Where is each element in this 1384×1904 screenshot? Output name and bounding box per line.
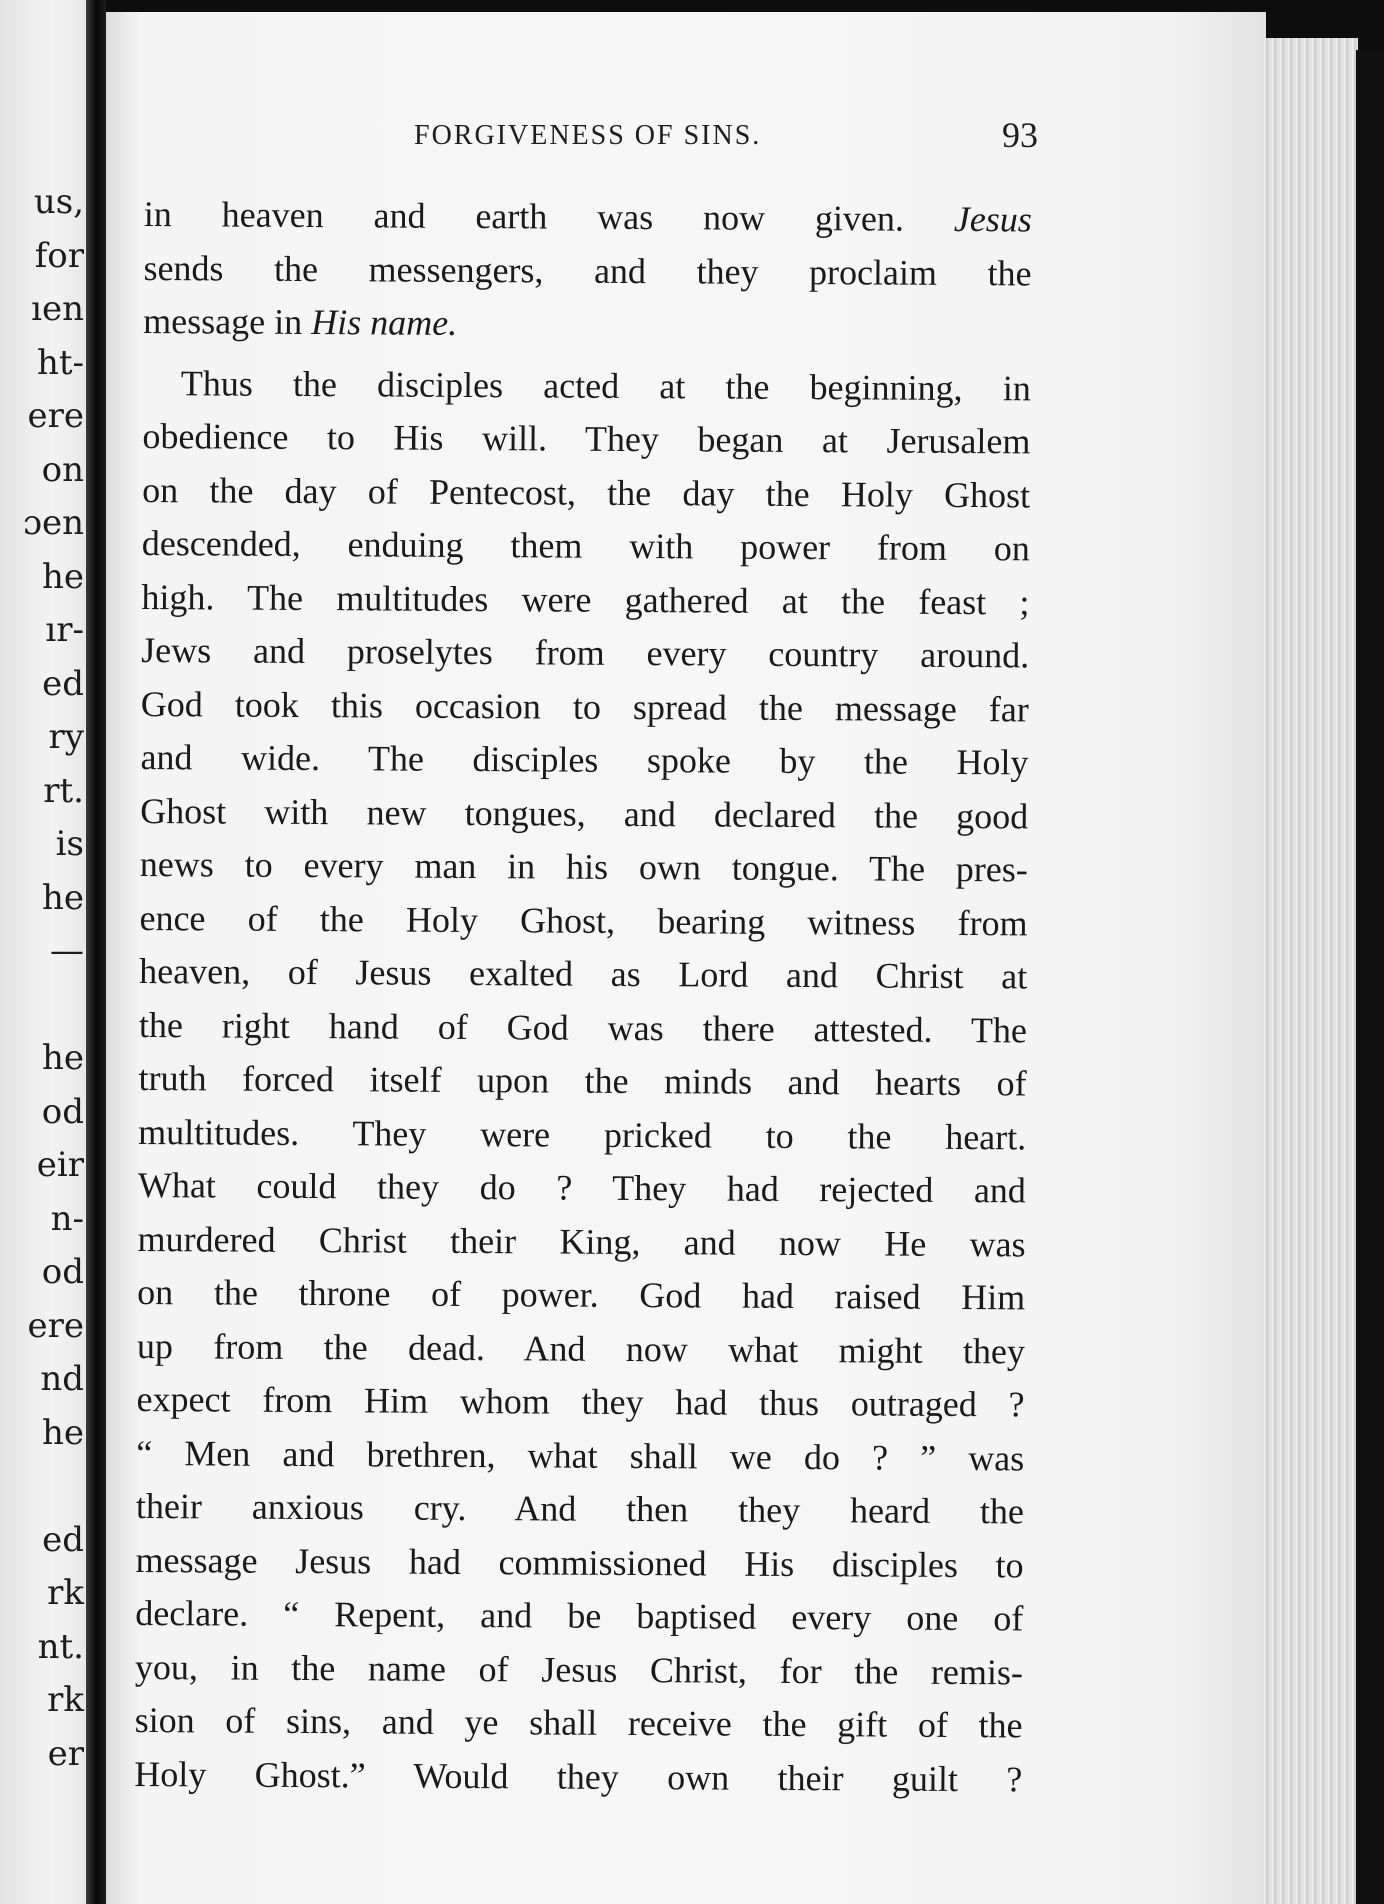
fragment: ere — [27, 396, 84, 436]
fragment: rk — [47, 1680, 84, 1720]
page-header — [106, 115, 1266, 170]
fragment: he — [41, 877, 84, 918]
page-body — [134, 188, 1032, 1806]
fragment: rk — [47, 1573, 84, 1613]
fragment: for — [34, 235, 84, 276]
fragment: ere — [27, 1305, 84, 1346]
text-line: up from the dead. And now what might they — [136, 1325, 1026, 1371]
fragment: nt. — [37, 1626, 84, 1667]
fragment: us, — [33, 182, 84, 222]
text-line: message Jesus had commissioned His disciples to — [135, 1539, 1024, 1585]
fragment: od — [41, 1091, 84, 1132]
text-line: the right hand of God was there attested. The — [138, 1004, 1027, 1050]
fragment: ıen — [31, 289, 84, 329]
fragment: he — [41, 1412, 84, 1453]
text-line: and wide. The disciples spoke by the Holy — [140, 736, 1029, 783]
text-line: news to every man in his own tongue. The pres- — [139, 843, 1028, 890]
text-line: multitudes. They were pricked to the heart. — [138, 1111, 1027, 1157]
text-line: on the throne of power. God had raised Him — [137, 1271, 1026, 1318]
text-line: you, in the name of Jesus Christ, for the remis- — [134, 1646, 1024, 1692]
fragment: he — [41, 556, 84, 597]
book-gutter — [86, 0, 106, 1904]
italic-text: His name. — [311, 302, 458, 343]
fragment: ht- — [36, 342, 84, 383]
paragraph — [143, 188, 1032, 354]
text-line: declare. “ Repent, and be baptised every one of — [135, 1592, 1024, 1639]
text-line: sends the messengers, and they proclaim the — [143, 247, 1032, 293]
previous-page-text-fragments — [0, 176, 84, 1781]
text-line: Thus the disciples acted at the beginning, in — [180, 362, 1031, 408]
fragment: ry — [48, 717, 84, 757]
fragment: ed — [42, 663, 84, 704]
text-line: God took this occasion to spread the message far — [140, 683, 1029, 729]
fragment: is — [55, 824, 84, 864]
fragment: n- — [50, 1198, 84, 1239]
fragment: od — [41, 1252, 84, 1292]
fragment: — — [50, 931, 84, 971]
italic-text: Jesus — [953, 198, 1032, 240]
text-line: on the day of Pentecost, the day the Holy Ghost — [142, 469, 1031, 515]
text-line: murdered Christ their King, and now He was — [137, 1218, 1026, 1264]
text-line: Ghost with new tongues, and declared the good — [140, 790, 1029, 836]
text-line: heaven, of Jesus exalted as Lord and Christ at — [139, 950, 1028, 997]
book-page — [106, 12, 1266, 1904]
page-edges — [1262, 38, 1358, 1904]
text-line: high. The multitudes were gathered at the feast ; — [141, 576, 1030, 622]
paragraph — [134, 356, 1031, 1806]
fragment: ed — [42, 1519, 84, 1560]
text-line: expect from Him whom they had thus outraged ? — [136, 1378, 1025, 1425]
text-line: obedience to His will. They began at Jerusalem — [142, 415, 1031, 462]
fragment — [0, 1460, 84, 1514]
text-line: truth forced itself upon the minds and hearts of — [138, 1057, 1027, 1104]
text-line: “ Men and brethren, what shall we do ? ” was — [136, 1432, 1025, 1478]
text-line: sion of sins, and ye shall receive the gift of the — [134, 1699, 1023, 1746]
running-title: FORGIVENESS OF SINS. — [414, 120, 762, 151]
text-line: Jews and proselytes from every country around. — [141, 629, 1030, 676]
text-line: message in His name. — [143, 300, 458, 343]
fragment: ır- — [45, 610, 84, 650]
fragment: er — [47, 1733, 84, 1774]
text-line: Holy Ghost.” Would they own their guilt ? — [134, 1753, 1023, 1799]
fragment: on — [41, 449, 84, 490]
fragment: rt. — [43, 770, 84, 811]
text-line: ence of the Holy Ghost, bearing witness from — [139, 897, 1028, 943]
fragment: eir — [36, 1145, 84, 1185]
fragment: nd — [40, 1359, 84, 1399]
text-line: What could they do ? They had rejected and — [137, 1164, 1027, 1211]
text-line: their anxious cry. And then they heard the — [135, 1485, 1025, 1532]
fragment: he — [41, 1038, 84, 1078]
text-line: descended, enduing them with power from on — [141, 522, 1030, 569]
page-number: 93 — [1002, 115, 1038, 155]
fragment: ɔen — [22, 503, 84, 543]
text-line: in heaven and earth was now given. Jesus — [143, 193, 1032, 240]
fragment — [0, 979, 84, 1033]
scan-border — [1356, 50, 1384, 1904]
